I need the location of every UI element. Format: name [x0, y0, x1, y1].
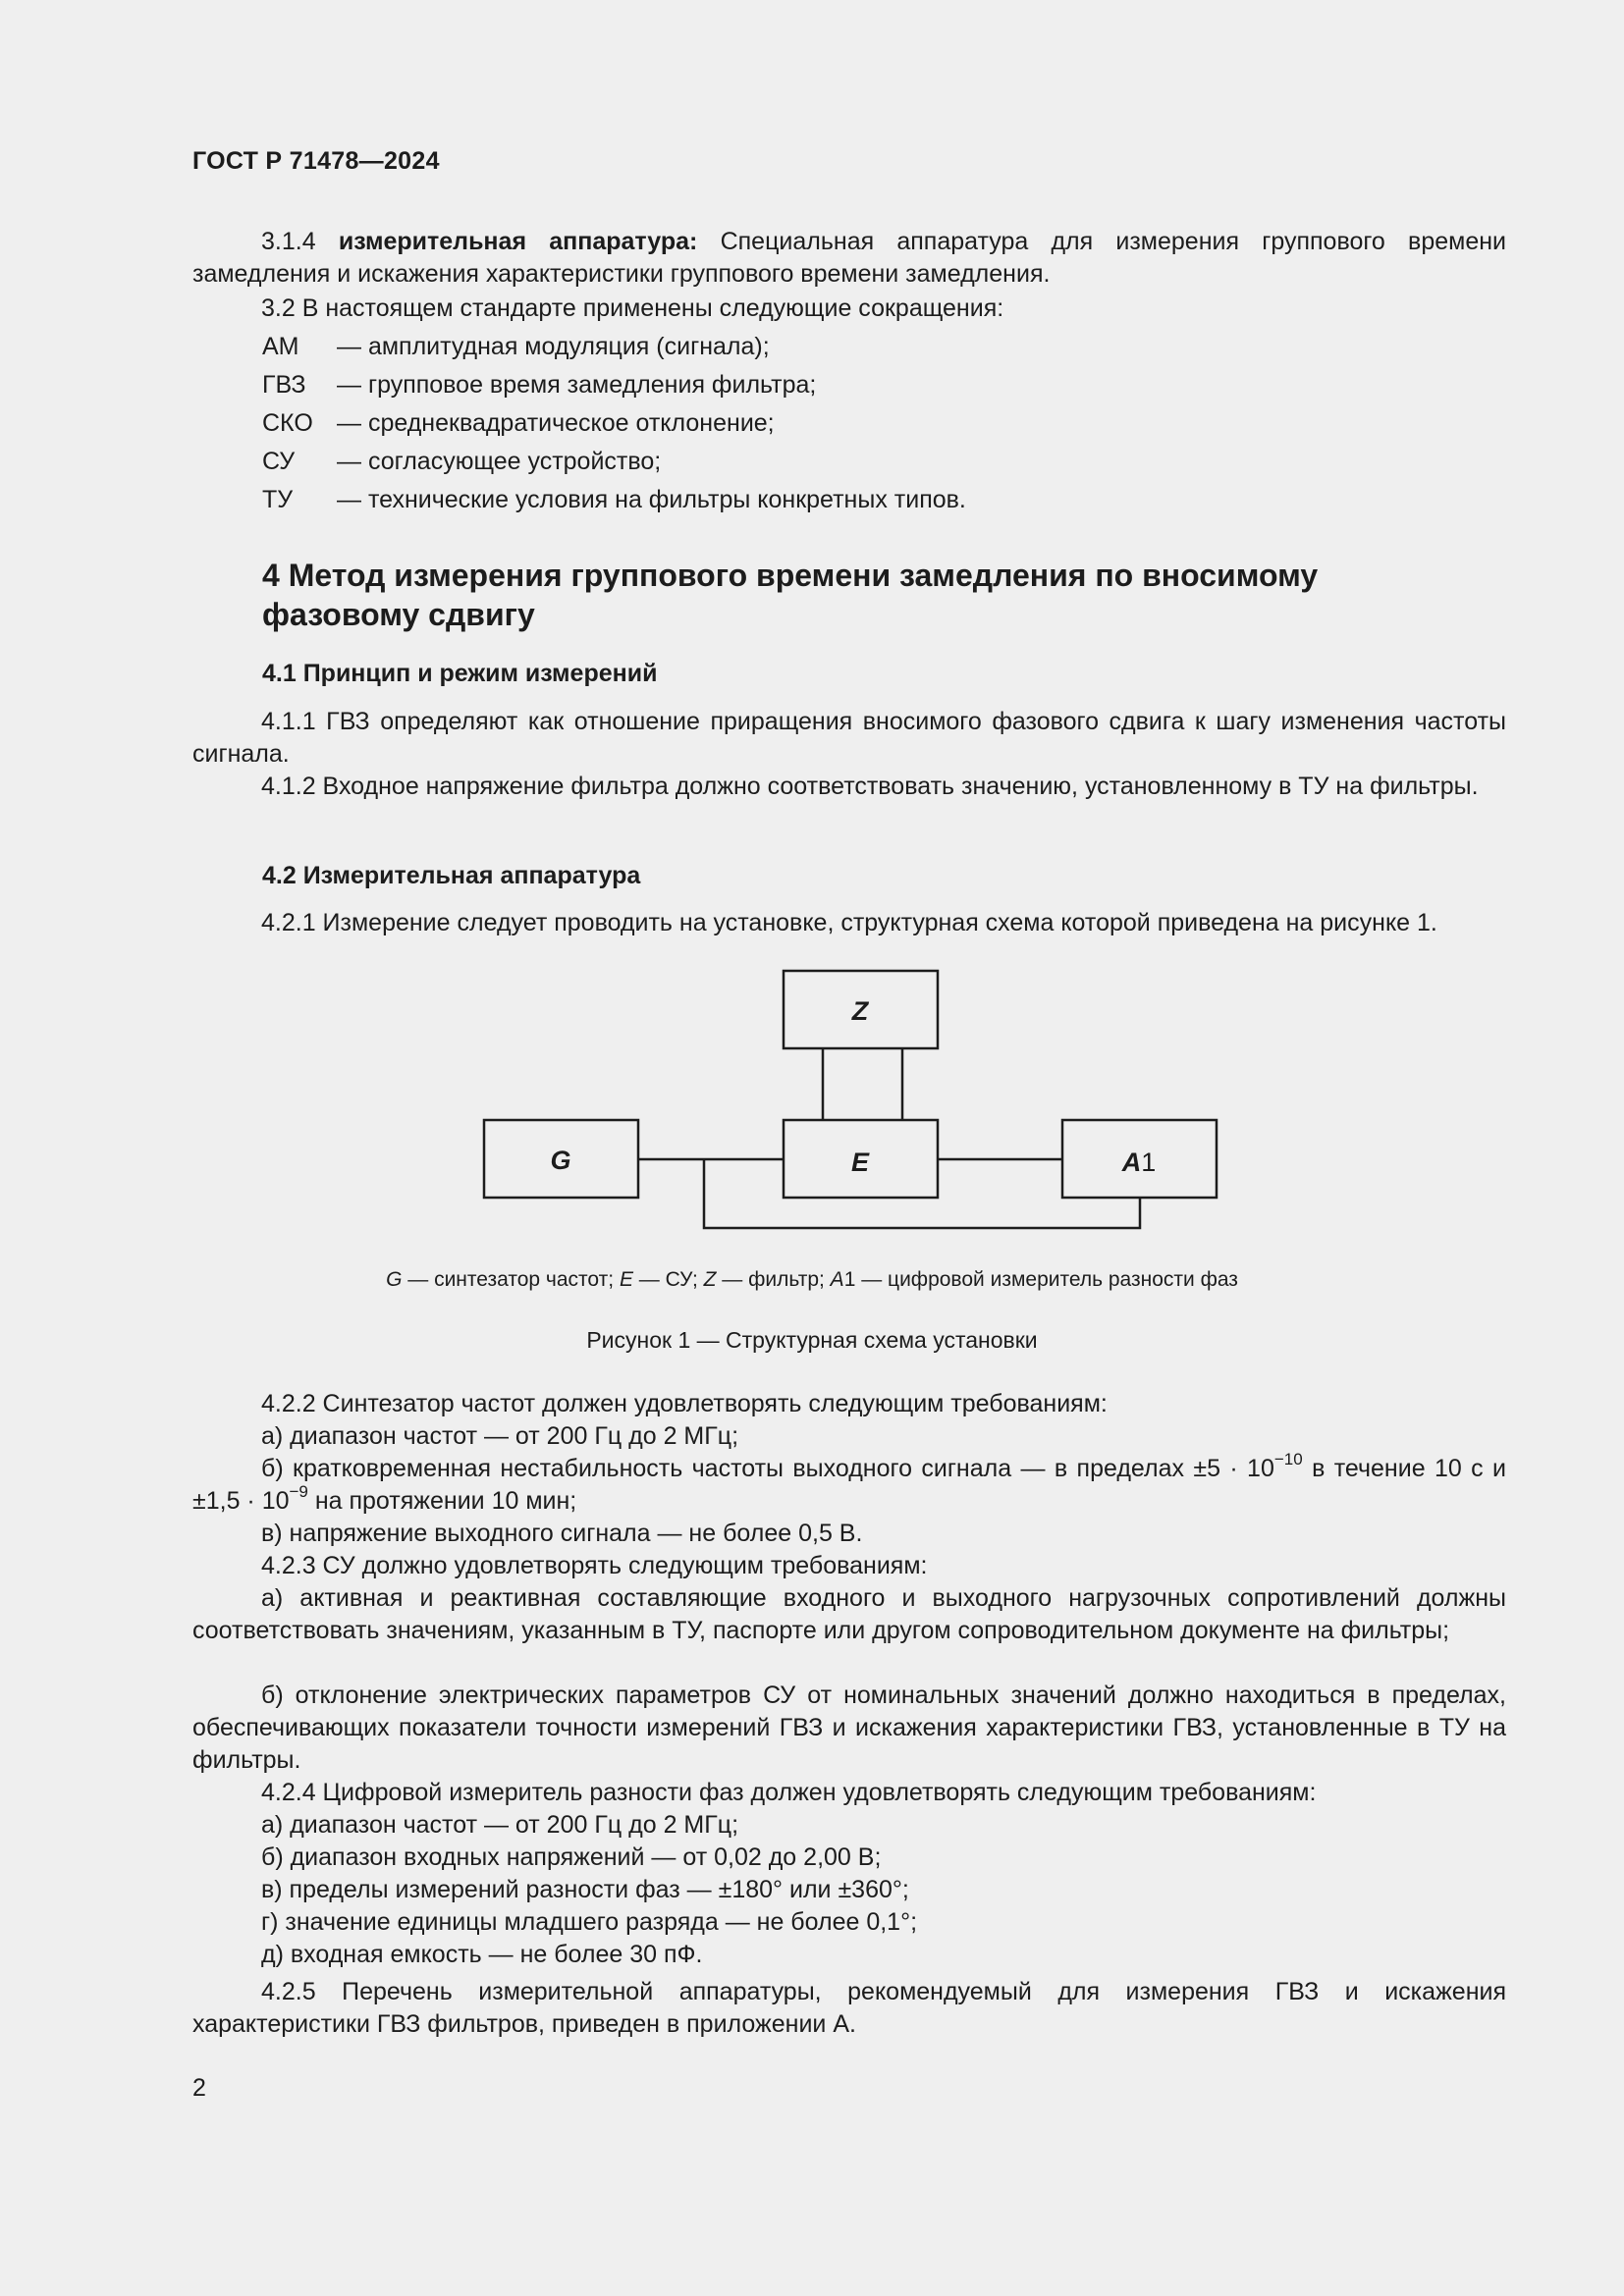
text-part: на протяжении 10 мин;: [307, 1487, 577, 1515]
label-a1-number: 1: [1141, 1148, 1157, 1177]
label-a1-letter: A: [1121, 1148, 1142, 1177]
abbreviation-key: ГВЗ: [262, 371, 306, 399]
list-item-4-2-4-e: д) входная емкость — не более 30 пФ.: [261, 1941, 703, 1968]
section-4-title: 4 Метод измерения группового времени замедления по вносимому фазовому сдвигу: [262, 558, 1319, 632]
list-item-4-2-4-a: а) диапазон частот — от 200 Гц до 2 МГц;: [261, 1811, 739, 1839]
exponent: −9: [289, 1481, 308, 1501]
legend-e-text: — СУ;: [632, 1268, 704, 1291]
paragraph-4-1-2: 4.1.2 Входное напряжение фильтра должно соответствовать значению, установленному в ТУ на фильтры.: [261, 773, 1479, 800]
paragraph-4-1-1: 4.1.1 ГВЗ определяют как отношение приращения вносимого фазового сдвига к шагу изменения частоты сигнала.: [192, 708, 1506, 768]
list-item-4-2-3-a: а) активная и реактивная составляющие входного и выходного нагрузочных сопротивлений должны соответствовать значениям, указанным в ТУ, паспорте или другом сопроводительном документе на фильтры;: [192, 1584, 1506, 1644]
abbreviation-value: — среднеквадратическое отклонение;: [337, 409, 775, 437]
legend-z-text: — фильтр;: [716, 1268, 831, 1291]
exponent: −10: [1273, 1449, 1303, 1468]
paragraph-4-2-5: 4.2.5 Перечень измерительной аппаратуры, рекомендуемый для измерения ГВЗ и искажения характеристики ГВЗ фильтров, приведен в приложении А.: [192, 1978, 1506, 2038]
list-item-4-2-4-b: б) диапазон входных напряжений — от 0,02 до 2,00 В;: [261, 1843, 882, 1871]
subsection-4-1-title: 4.1 Принцип и режим измерений: [262, 660, 658, 687]
abbreviation-value: — групповое время замедления фильтра;: [337, 371, 817, 399]
abbreviation-key: ТУ: [262, 486, 294, 513]
list-item-4-2-4-d: г) значение единицы младшего разряда — не более 0,1°;: [261, 1908, 918, 1936]
list-item-4-2-3-b: б) отклонение электрических параметров СУ от номинальных значений должно находиться в пределах, обеспечивающих показатели точности измерений ГВЗ и искажения характеристики ГВЗ, установленные в ТУ на фильтры.: [192, 1682, 1506, 1774]
list-item-4-2-4-c: в) пределы измерений разности фаз — ±180° или ±360°;: [261, 1876, 909, 1903]
definition: Специальная аппаратура для измерения группового времени замедления и искажения характеристики группового времени замедления.: [192, 228, 1506, 288]
legend-g-text: — синтезатор частот;: [402, 1268, 620, 1291]
legend-e: E: [619, 1268, 633, 1291]
abbreviation-value: — согласующее устройство;: [337, 448, 662, 475]
legend-z: Z: [703, 1268, 717, 1291]
document-header: ГОСТ Р 71478—2024: [192, 147, 440, 175]
legend-a1-text: 1 — цифровой измеритель разности фаз: [843, 1268, 1238, 1291]
connector-g-a1: [704, 1159, 1140, 1228]
abbreviation-key: СУ: [262, 448, 296, 475]
label-a1: [1121, 1148, 1157, 1177]
figure-legend: [0, 1268, 1624, 1292]
term: измерительная аппаратура:: [338, 228, 698, 255]
abbreviation-value: — амплитудная модуляция (сигнала);: [337, 333, 770, 360]
legend-a: A: [830, 1268, 844, 1291]
abbreviation-key: СКО: [262, 409, 313, 437]
label-e: E: [850, 1148, 870, 1177]
legend-g: G: [386, 1268, 403, 1291]
paragraph-3-2: 3.2 В настоящем стандарте применены следующие сокращения:: [261, 294, 1004, 322]
clause-number: 3.1.4: [261, 228, 316, 255]
page-number: 2: [192, 2074, 206, 2102]
list-item-4-2-2-c: в) напряжение выходного сигнала — не более 0,5 В.: [261, 1520, 863, 1547]
text-part: б) кратковременная нестабильность частоты выходного сигнала — в пределах ±5 · 10: [261, 1455, 1274, 1482]
abbreviation-key: АМ: [262, 333, 299, 360]
figure-caption: Рисунок 1 — Структурная схема установки: [586, 1327, 1038, 1353]
label-g: G: [550, 1146, 571, 1175]
subsection-4-2-title: 4.2 Измерительная аппаратура: [262, 862, 641, 889]
text-part: в течение 10 с и ±1,5 · 10: [192, 1455, 1506, 1515]
paragraph-4-2-3: 4.2.3 СУ должно удовлетворять следующим требованиям:: [261, 1552, 928, 1579]
list-item-4-2-2-a: а) диапазон частот — от 200 Гц до 2 МГц;: [261, 1422, 739, 1450]
paragraph-4-2-2: 4.2.2 Синтезатор частот должен удовлетворять следующим требованиям:: [261, 1390, 1108, 1417]
label-z: Z: [851, 996, 869, 1026]
paragraph-4-2-1: 4.2.1 Измерение следует проводить на установке, структурная схема которой приведена на рисунке 1.: [261, 909, 1437, 936]
list-item-4-2-2-b: [192, 1449, 1506, 1518]
paragraph-4-2-4: 4.2.4 Цифровой измеритель разности фаз должен удовлетворять следующим требованиям:: [261, 1779, 1317, 1806]
abbreviation-value: — технические условия на фильтры конкретных типов.: [337, 486, 966, 513]
